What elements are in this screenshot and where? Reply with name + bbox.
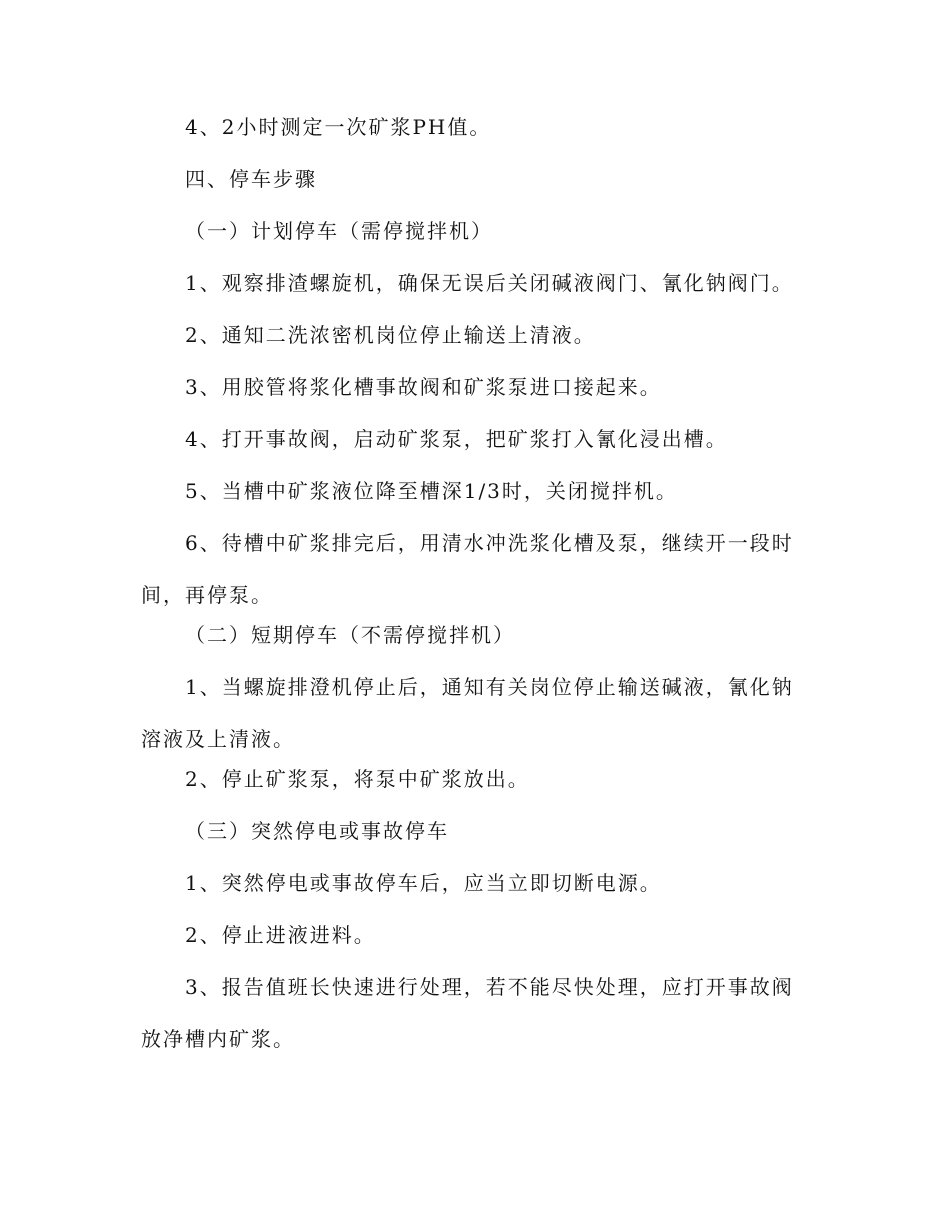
paragraph-step-4-open-valve: 4、打开事故阀，启动矿浆泵，把矿浆打入氰化浸出槽。	[185, 427, 728, 451]
paragraph-step-3-hose: 3、用胶管将浆化槽事故阀和矿浆泵进口接起来。	[185, 375, 662, 399]
subsection-heading-planned-shutdown: （一）计划停车（需停搅拌机）	[185, 219, 493, 243]
paragraph-step-2-notify: 2、通知二洗浓密机岗位停止输送上清液。	[185, 323, 596, 347]
paragraph-step-5-level: 5、当槽中矿浆液位降至槽深1/3时，关闭搅拌机。	[185, 479, 678, 503]
paragraph-short-step-1: 1、当螺旋排澄机停止后，通知有关岗位停止输送碱液，氰化钠溶液及上清液。	[141, 675, 794, 751]
paragraph-short-step-2: 2、停止矿浆泵，将泵中矿浆放出。	[185, 767, 530, 791]
paragraph-emergency-step-3: 3、报告值班长快速进行处理，若不能尽快处理，应打开事故阀放净槽内矿浆。	[141, 975, 794, 1051]
section-heading-shutdown-steps: 四、停车步骤	[185, 167, 317, 191]
paragraph-step-6-flush: 6、待槽中矿浆排完后，用清水冲洗浆化槽及泵，继续开一段时间，再停泵。	[141, 531, 794, 607]
subsection-heading-short-shutdown: （二）短期停车（不需停搅拌机）	[185, 623, 515, 647]
paragraph-emergency-step-1: 1、突然停电或事故停车后，应当立即切断电源。	[185, 871, 662, 895]
paragraph-ph-check: 4、2小时测定一次矿浆PH值。	[185, 115, 492, 139]
paragraph-step-1-observe: 1、观察排渣螺旋机，确保无误后关闭碱液阀门、氰化钠阀门。	[185, 271, 794, 295]
subsection-heading-emergency-shutdown: （三）突然停电或事故停车	[185, 819, 449, 843]
paragraph-emergency-step-2: 2、停止进液进料。	[185, 923, 376, 947]
